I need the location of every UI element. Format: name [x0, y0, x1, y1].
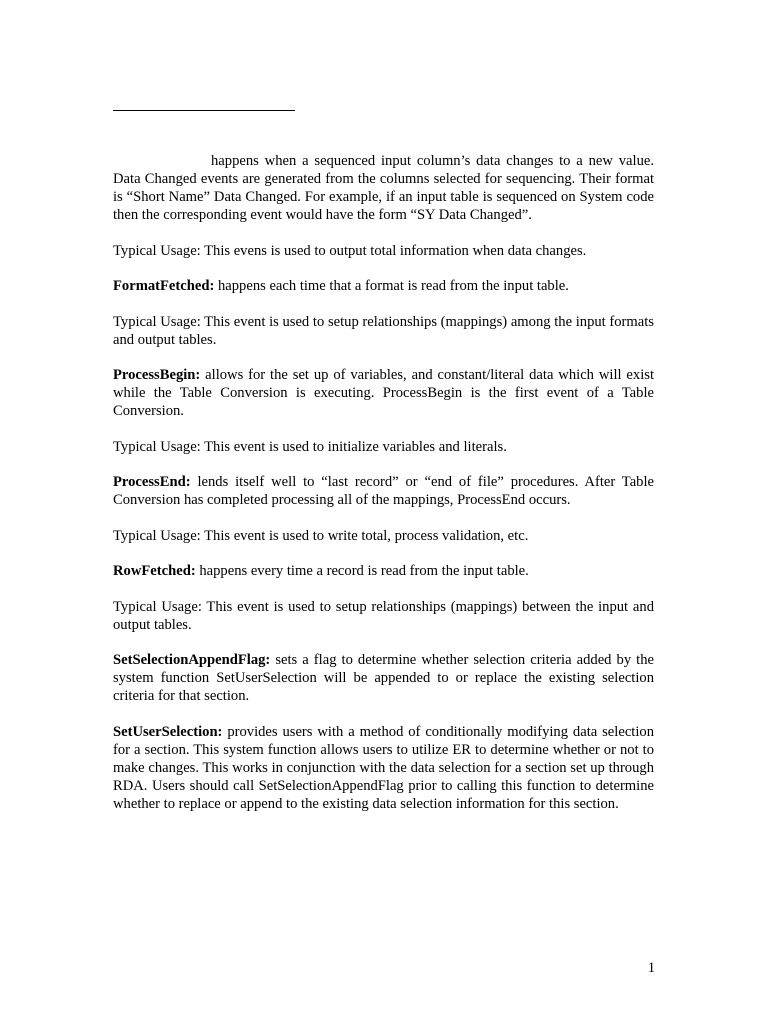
paragraph-text: lends itself well to “last record” or “end of file” procedures. After Table Conversion has completed processing all of the mappings, ProcessEnd occurs.	[113, 474, 654, 508]
paragraph-text: Typical Usage: This evens is used to output total information when data changes.	[113, 242, 587, 259]
paragraph-text: Typical Usage: This event is used to initialize variables and literals.	[113, 438, 507, 455]
paragraph-format-fetched-usage	[113, 313, 654, 349]
paragraph-text: Typical Usage: This event is used to write total, process validation, etc.	[113, 527, 529, 544]
paragraph-text: allows for the set up of variables, and constant/literal data which will exist while the Table Conversion is executing. ProcessBegin is the first event of a Table Conversion.	[113, 367, 654, 419]
paragraph-text: Typical Usage: This event is used to setup relationships (mappings) among the input formats and output tables.	[113, 313, 654, 348]
paragraph-text: happens every time a record is read from the input table.	[199, 563, 529, 579]
paragraph-text: happens when a sequenced input column’s data changes to a new value. Data Changed events are generated from the columns selected for sequencing. Their format is “Short Name” Data Changed. For example, if an input table is sequenced on System code then the corresponding event would have the form “SY Data Changed”.	[113, 153, 654, 223]
paragraph-term: FormatFetched:	[113, 278, 215, 294]
paragraph-data-changed-usage	[113, 242, 654, 260]
paragraph-term: SetSelectionAppendFlag:	[113, 652, 271, 668]
paragraph-format-fetched	[113, 277, 654, 295]
paragraph-set-user-selection	[113, 723, 654, 813]
paragraph-data-changed	[113, 152, 654, 224]
footnote-separator-line	[113, 110, 295, 111]
paragraph-text: happens each time that a format is read from the input table.	[217, 278, 569, 294]
paragraph-term: ProcessEnd:	[113, 474, 191, 490]
paragraph-term: ProcessBegin:	[113, 367, 201, 383]
paragraph-process-end	[113, 473, 654, 509]
paragraph-process-begin	[113, 366, 654, 420]
paragraph-row-fetched-usage	[113, 598, 654, 634]
document-body	[113, 152, 654, 830]
paragraph-term: RowFetched:	[113, 563, 196, 579]
paragraph-term: SetUserSelection:	[113, 723, 223, 740]
paragraph-text: provides users with a method of conditionally modifying data selection for a section. This system function allows users to utilize ER to determine whether or not to make changes. This works in conjunction with the data selection for a section set up through RDA. Users should call SetSelectionAppendFlag prior to calling this function to determine whether to replace or append to the existing data selection information for this section.	[113, 723, 654, 812]
paragraph-set-selection-append-flag	[113, 651, 654, 705]
paragraph-process-begin-usage	[113, 438, 654, 456]
paragraph-row-fetched	[113, 562, 654, 580]
paragraph-text: sets a flag to determine whether selection criteria added by the system function SetUserSelection will be appended to or replace the existing selection criteria for that section.	[113, 652, 654, 704]
paragraph-process-end-usage	[113, 527, 654, 545]
page-number: 1	[647, 960, 655, 976]
paragraph-text: Typical Usage: This event is used to setup relationships (mappings) between the input and output tables.	[113, 598, 654, 633]
